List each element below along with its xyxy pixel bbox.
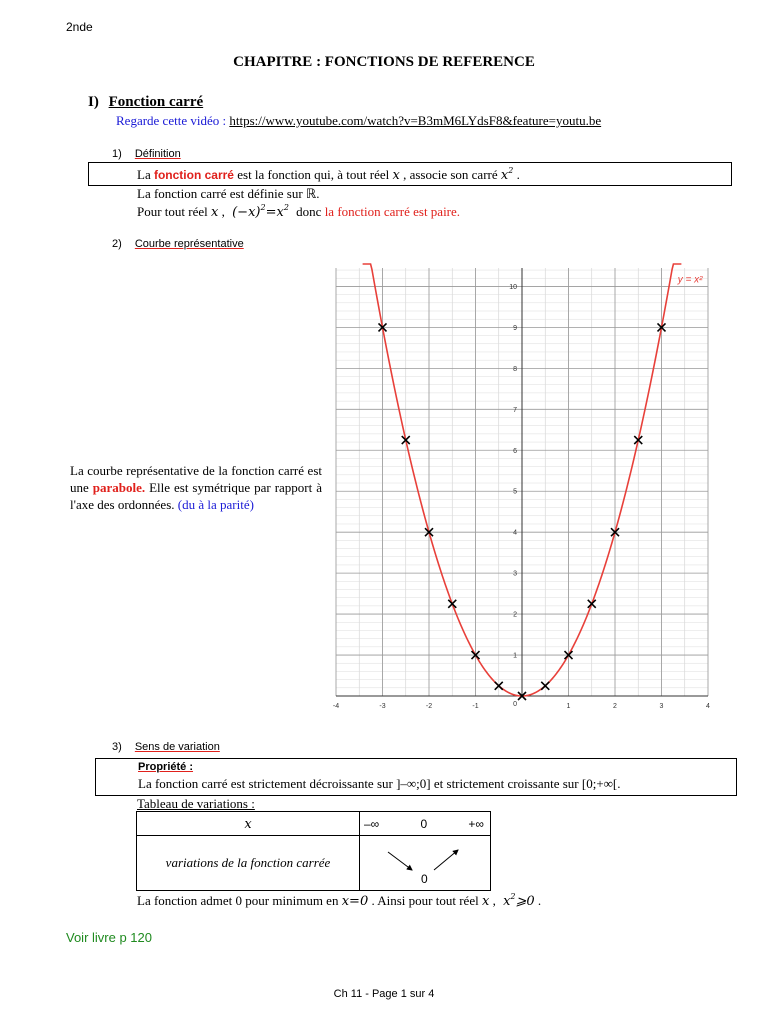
variation-number: 3): [112, 741, 122, 753]
section1-heading: [88, 94, 203, 111]
parity-eq-exp: 2: [260, 203, 266, 212]
section1-title: Fonction carré: [108, 94, 204, 110]
video-link[interactable]: https://www.youtube.com/watch?v=B3mM6LYdsF8&feature=youtu.be: [229, 113, 602, 128]
courbe-text-2: Elle est symétrique par rapport à l'axe des ordonnées.: [70, 480, 322, 512]
parity-pre: Pour tout réel: [137, 204, 212, 219]
section1-number: I): [88, 94, 99, 110]
parity-red: la fonction carré est paire.: [324, 204, 461, 219]
def-number: 1): [112, 148, 122, 160]
def-sq-exp: 2: [508, 166, 514, 175]
courbe-number: 2): [112, 238, 122, 250]
y-tick-label: 8: [513, 365, 517, 373]
property-title: Propriété :: [138, 761, 194, 773]
page-footer: Ch 11 - Page 1 sur 4: [333, 988, 435, 1000]
conclusion-mid: . Ainsi pour tout réel: [368, 893, 482, 908]
variation-title: Sens de variation: [134, 741, 220, 753]
x-tick-label: -4: [332, 703, 340, 710]
conclusion-end: .: [534, 893, 542, 908]
table-x-values: [360, 812, 491, 836]
y-tick-label: 3: [513, 570, 517, 578]
courbe-parabole: parabole.: [92, 480, 146, 495]
courbe-heading: [112, 238, 244, 250]
conclusion-ineq-rest: ⩾0: [515, 894, 535, 909]
parity-var: x: [211, 205, 219, 220]
y-tick-label: 1: [513, 652, 517, 660]
x-tick-label: -1: [472, 703, 479, 710]
parabola-chart: [334, 264, 710, 720]
y-tick-label: 10: [509, 283, 517, 291]
y-tick-label: 2: [513, 611, 517, 619]
courbe-description: [70, 462, 322, 513]
y-tick-label: 5: [513, 488, 517, 496]
parity-eq-right: =x: [265, 205, 284, 220]
conclusion-pre: La fonction admet 0 pour minimum en: [137, 893, 342, 908]
conclusion-eq: x=0: [341, 894, 369, 909]
y-tick-label: 4: [513, 529, 517, 537]
courbe-text-1: La courbe représentative de la fonction carré est une: [70, 463, 322, 495]
table-variation-cell: [360, 836, 491, 891]
property-text: La fonction carré est strictement décroissante sur ]–∞;0] et strictement croissante sur [0;+∞[.: [138, 776, 621, 791]
conclusion-ineq-exp: 2: [510, 892, 516, 901]
header-level: 2nde: [66, 20, 93, 34]
x-zero: 0: [420, 816, 428, 831]
parity-eq-exp2: 2: [283, 203, 289, 212]
definition-text: [137, 166, 520, 183]
conclusion-var: x: [481, 894, 490, 909]
conclusion-ineq: x: [503, 894, 511, 909]
curve-label: y = x²: [677, 274, 703, 286]
y-tick-label: 6: [513, 447, 517, 455]
def-term: fonction carré: [153, 168, 234, 182]
table-x-header: [137, 812, 360, 836]
variation-table: [136, 811, 491, 891]
origin-label: 0: [513, 701, 517, 708]
table-min-value: 0: [421, 872, 428, 886]
table-row-label: variations de la fonction carrée: [137, 836, 360, 891]
parity-mid: ,: [218, 204, 225, 219]
def-end: .: [513, 167, 520, 182]
parity-donc: donc: [296, 204, 325, 219]
def-title: Définition: [134, 148, 181, 160]
video-line: [116, 113, 601, 129]
def-post: , associe son carré: [399, 167, 501, 182]
tableau-title: Tableau de variations :: [137, 796, 255, 811]
x-tick-label: 3: [659, 703, 664, 710]
x-plus-inf: +∞: [468, 816, 484, 831]
courbe-parity-note: (du à la parité): [177, 497, 254, 512]
def-mid: est la fonction qui, à tout réel: [233, 167, 393, 182]
x-tick-label: -2: [425, 703, 433, 710]
conclusion: [137, 892, 541, 909]
table-x-label: x: [244, 816, 252, 832]
video-prefix: Regarde cette vidéo :: [116, 113, 230, 128]
increasing-arrow: [434, 850, 458, 870]
variation-heading: [112, 741, 220, 753]
definition-box: [88, 162, 732, 186]
voir-livre: Voir livre p 120: [66, 930, 152, 945]
def-parity: [137, 203, 460, 220]
x-tick-label: 2: [613, 703, 617, 710]
conclusion-comma: ,: [489, 893, 496, 908]
def-pre: La: [137, 167, 154, 182]
x-minus-inf: –∞: [364, 816, 380, 831]
x-tick-label: 4: [706, 703, 710, 710]
x-tick-label: -3: [379, 703, 386, 710]
decreasing-arrow: [388, 852, 412, 870]
def-var: x: [392, 168, 400, 183]
def-heading: [112, 148, 181, 160]
def-sq-base: x: [500, 168, 509, 183]
x-tick-label: 1: [566, 703, 571, 710]
parity-eq-left: (−x): [232, 205, 261, 220]
y-tick-label: 7: [513, 406, 517, 414]
courbe-title: Courbe représentative: [134, 238, 244, 250]
def-domain: La fonction carré est définie sur ℝ.: [137, 186, 320, 201]
y-tick-label: 9: [513, 324, 517, 332]
property-box: [95, 758, 737, 796]
page-title: CHAPITRE : FONCTIONS DE REFERENCE: [233, 54, 535, 70]
